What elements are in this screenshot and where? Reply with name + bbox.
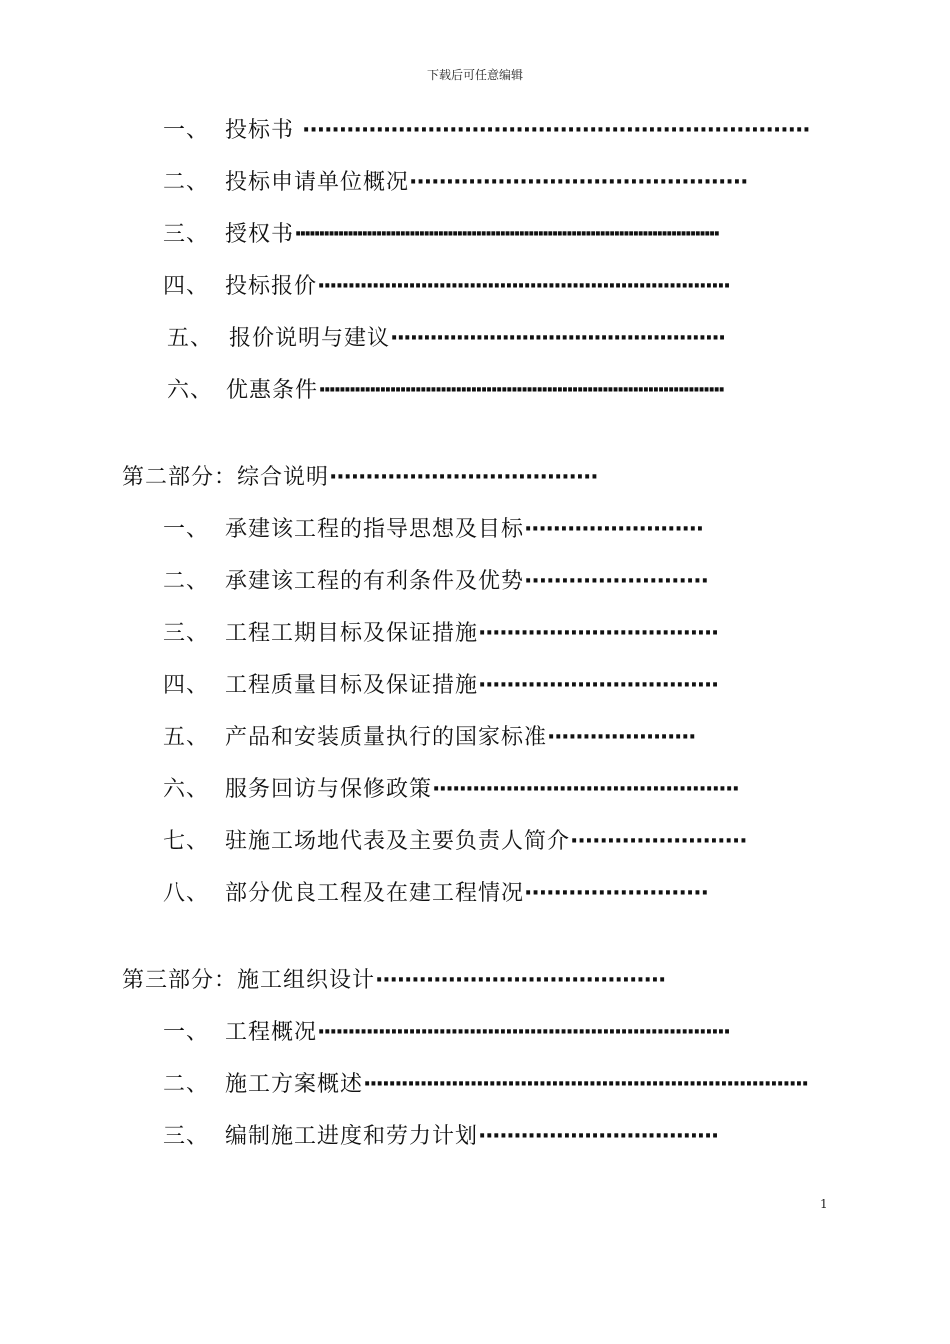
toc-entry[interactable] <box>167 378 723 404</box>
toc-entry[interactable] <box>163 829 747 855</box>
toc-leader-dots: ·································· <box>478 1124 718 1149</box>
toc-entry[interactable] <box>163 1124 718 1150</box>
toc-entry[interactable] <box>167 326 724 352</box>
toc-title: 服务回访与保修政策 <box>225 777 433 802</box>
toc-entry[interactable] <box>163 673 718 699</box>
toc-number: 五、 <box>163 725 210 750</box>
toc-title: 编制施工进度和劳力计划 <box>225 1124 479 1149</box>
toc-number: 六、 <box>167 378 214 403</box>
toc-leader-dots: ····································································· <box>302 118 810 143</box>
toc-number: 八、 <box>163 881 210 906</box>
page-header: 下载后可任意编辑 <box>426 68 523 82</box>
toc-title: 报价说明与建议 <box>229 326 391 351</box>
toc-leader-dots: ··················································· <box>390 326 725 351</box>
toc-leader-dots: ········································ <box>375 968 666 993</box>
toc-leader-dots: ·································· <box>478 673 718 698</box>
toc-entry[interactable] <box>163 274 729 300</box>
toc-number: 一、 <box>163 1020 210 1045</box>
toc-entry[interactable] <box>163 725 695 751</box>
toc-title: 承建该工程的有利条件及优势 <box>225 569 525 594</box>
section-title: 第三部分：施工组织设计 <box>122 968 376 993</box>
toc-number: 六、 <box>163 777 210 802</box>
toc-title: 投标报价 <box>225 274 318 299</box>
toc-title: 投标申请单位概况 <box>225 170 410 195</box>
toc-title: 承建该工程的指导思想及目标 <box>225 517 525 542</box>
toc-leader-dots: ·································· <box>478 621 718 646</box>
toc-leader-dots: ·············································· <box>432 777 739 802</box>
toc-number: 一、 <box>163 517 210 542</box>
toc-title: 工程工期目标及保证措施 <box>225 621 479 646</box>
toc-number: 二、 <box>163 1072 210 1097</box>
toc-entry[interactable] <box>163 118 810 144</box>
toc-leader-dots: ····················· <box>547 725 696 750</box>
toc-leader-dots: ················································································ <box>318 378 723 403</box>
toc-title: 驻施工场地代表及主要负责人简介 <box>225 829 571 854</box>
toc-leader-dots: ·············································· <box>409 170 748 195</box>
toc-leader-dots: ······································································· <box>363 1072 808 1097</box>
toc-title: 工程概况 <box>225 1020 318 1045</box>
toc-number: 一、 <box>163 118 210 143</box>
toc-leader-dots: ···································································· <box>317 274 729 299</box>
toc-title: 部分优良工程及在建工程情况 <box>225 881 525 906</box>
toc-number: 三、 <box>163 222 210 247</box>
toc-leader-dots: ························· <box>524 517 703 542</box>
toc-leader-dots: ························· <box>524 569 708 594</box>
toc-number: 二、 <box>163 170 210 195</box>
toc-number: 四、 <box>163 673 210 698</box>
toc-leader-dots: ························ <box>570 829 747 854</box>
toc-entry[interactable] <box>163 881 708 907</box>
toc-number: 三、 <box>163 1124 210 1149</box>
page-number: 1 <box>820 1197 828 1211</box>
toc-entry[interactable] <box>163 517 703 543</box>
toc-title: 施工方案概述 <box>225 1072 364 1097</box>
toc-number: 三、 <box>163 621 210 646</box>
section-heading[interactable] <box>122 465 598 491</box>
toc-entry[interactable] <box>163 569 708 595</box>
toc-title: 工程质量目标及保证措施 <box>225 673 479 698</box>
toc-number: 四、 <box>163 274 210 299</box>
toc-title: 授权书 <box>225 222 295 247</box>
toc-title: 优惠条件 <box>226 378 319 403</box>
toc-number: 二、 <box>163 569 210 594</box>
section-title: 第二部分：综合说明 <box>122 465 330 490</box>
toc-title: 投标书 <box>225 118 302 143</box>
toc-title: 产品和安装质量执行的国家标准 <box>225 725 548 750</box>
toc-leader-dots: ························· <box>524 881 708 906</box>
toc-leader-dots: ····································· <box>329 465 598 490</box>
toc-number: 五、 <box>167 326 214 351</box>
toc-entry[interactable] <box>163 777 738 803</box>
toc-leader-dots: ························································································· <box>294 222 718 247</box>
toc-entry[interactable] <box>163 1072 807 1098</box>
toc-number: 七、 <box>163 829 210 854</box>
section-heading[interactable] <box>122 968 665 994</box>
toc-leader-dots: ···································································· <box>317 1020 729 1045</box>
toc-entry[interactable] <box>163 1020 729 1046</box>
toc-entry[interactable] <box>163 222 717 248</box>
toc-entry[interactable] <box>163 621 718 647</box>
toc-entry[interactable] <box>163 170 747 196</box>
